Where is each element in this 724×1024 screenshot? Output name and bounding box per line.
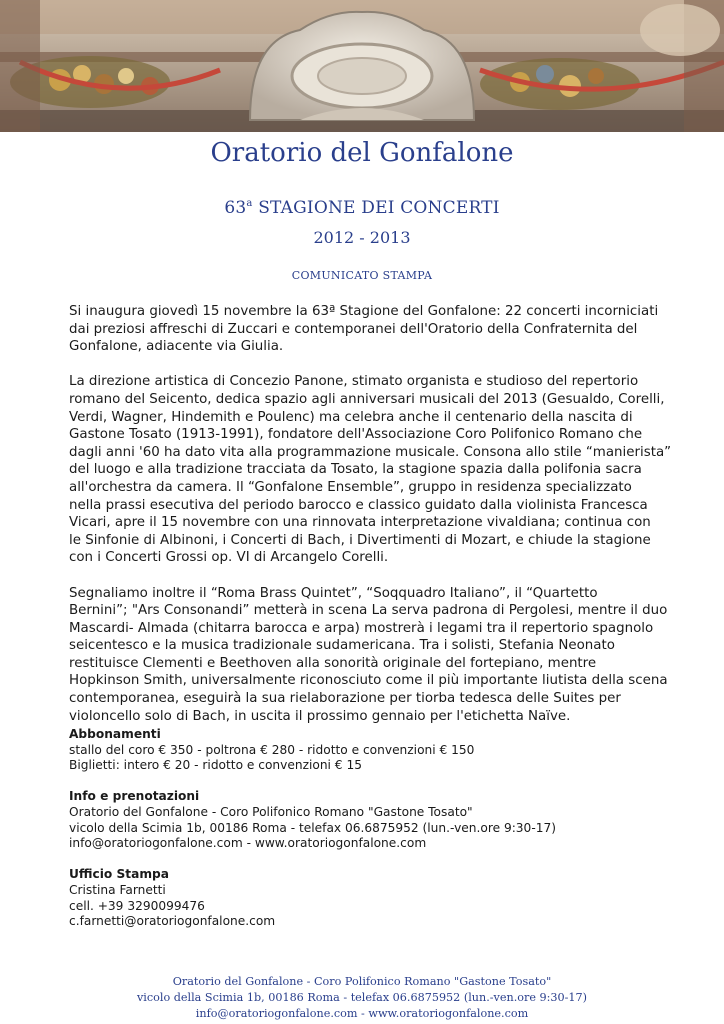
text-line: nella prassi esecutiva del periodo barocco e classico guidato dalla violinista Francesca <box>69 497 648 513</box>
fresco-illustration <box>0 0 724 132</box>
season-heading <box>0 198 724 218</box>
season-years: 2012 - 2013 <box>313 228 411 247</box>
text-line: dai preziosi affreschi di Zuccari e contemporanei dell'Oratorio della Confraternita del <box>69 321 638 337</box>
footer-address: vicolo della Scimia 1b, 00186 Roma - telefax 06.6875952 (lun.-ven.ore 9:30-17) <box>136 991 588 1004</box>
subscriptions-prices: stallo del coro € 350 - poltrona € 280 - ridotto e convenzioni € 150 <box>69 742 475 757</box>
text-line: violoncello solo di Bach, in uscita il prossimo gennaio per l'etichetta Naïve. <box>69 708 571 724</box>
paragraph-highlights <box>69 585 669 726</box>
ticket-prices: Biglietti: intero € 20 - ridotto e convenzioni € 15 <box>69 758 362 773</box>
press-contact-phone: cell. +39 3290099476 <box>69 898 205 913</box>
text-line: La direzione artistica di Concezio Panone, stimato organista e studioso del repertorio <box>69 374 639 390</box>
text-line: Verdi, Wagner, Hindemith e Poulenc) ma celebra anche il centenario della nascita di <box>69 409 633 425</box>
booking-heading: Info e prenotazioni <box>69 789 200 804</box>
text-line: Hopkinson Smith, universalmente riconosciuto come il più importante liutista della scena <box>69 673 668 689</box>
text-line: Bernini”; "Ars Consonandi” metterà in scena La serva padrona di Pergolesi, mentre il duo <box>69 603 668 619</box>
booking-organization: Oratorio del Gonfalone - Coro Polifonico Romano "Gastone Tosato" <box>69 804 473 819</box>
fresco-banner-image <box>0 0 724 132</box>
contact-info <box>69 727 669 945</box>
paragraph-direction <box>69 373 672 567</box>
text-line: contemporanea, eseguirà la sua rielaborazione per tiorba tedesca delle Suites per <box>69 691 621 707</box>
text-line: Gonfalone, adiacente via Giulia. <box>69 339 284 355</box>
text-line: restituisce Clementi e Beethoven alla sonorità originale del fortepiano, mentre <box>69 655 597 671</box>
season-label: STAGIONE DEI CONCERTI <box>258 198 500 218</box>
press-office-heading: Ufficio Stampa <box>69 867 169 882</box>
press-contact-name: Cristina Farnetti <box>69 882 166 897</box>
text-line: le Sinfonie di Albinoni, i Concerti di Bach, i Divertimenti di Mozart, e chiude la stagione <box>69 532 651 548</box>
press-release-body <box>69 303 672 743</box>
text-line: seicentesco e la musica tradizionale sudamericana. Tra i solisti, Stefania Neonato <box>69 638 615 654</box>
paragraph-intro <box>69 303 669 356</box>
season-superscript: a <box>246 198 253 209</box>
subscriptions-heading: Abbonamenti <box>69 727 161 741</box>
text-line: Mascardi- Almada (chitarra barocca e arpa) mostrerà i legami tra il repertorio spagnolo <box>69 620 654 636</box>
text-line: Si inaugura giovedì 15 novembre la 63ª Stagione del Gonfalone: 22 concerti incorniciati <box>69 304 659 319</box>
booking-contacts[interactable]: info@oratoriogonfalone.com - www.oratoriogonfalone.com <box>69 836 427 851</box>
text-line: Vicari, apre il 15 novembre con una rinnovata interpretazione vivaldiana; continua con <box>69 515 651 531</box>
press-contact-email[interactable]: c.farnetti@oratoriogonfalone.com <box>69 914 276 929</box>
page-footer <box>0 974 724 1022</box>
booking-address: vicolo della Scimia 1b, 00186 Roma - telefax 06.6875952 (lun.-ven.ore 9:30-17) <box>69 820 556 835</box>
text-line: dagli anni '60 ha dato vita alla programmazione musicale. Consona allo stile “manierista” <box>69 444 672 460</box>
text-line: romano del Seicento, dedica spazio agli anniversari musicali del 2013 (Gesualdo, Corelli, <box>69 391 665 407</box>
season-number: 63 <box>224 198 247 218</box>
press-office-block <box>69 867 669 929</box>
text-line: Gastone Tosato (1913-1991), fondatore dell'Associazione Coro Polifonico Romano che <box>69 427 643 443</box>
footer-organization: Oratorio del Gonfalone - Coro Polifonico Romano "Gastone Tosato" <box>172 975 552 988</box>
booking-block <box>69 789 669 851</box>
page-title: Oratorio del Gonfalone <box>210 138 514 168</box>
footer-contacts[interactable]: info@oratoriogonfalone.com - www.oratoriogonfalone.com <box>195 1007 529 1020</box>
press-release-label: COMUNICATO STAMPA <box>291 269 433 282</box>
text-line: Segnaliamo inoltre il “Roma Brass Quintet”, “Soqquadro Italiano”, il “Quartetto <box>69 585 598 601</box>
text-line: con i Concerti Grossi op. VI di Arcangelo Corelli. <box>69 550 389 566</box>
subscriptions-block <box>69 727 669 774</box>
text-line: all'orchestra da camera. Il “Gonfalone Ensemble”, gruppo in residenza specializzato <box>69 479 632 495</box>
text-line: del luogo e alla tradizione tracciata da Tosato, la stagione spazia dalla polifonia sacra <box>69 462 642 478</box>
